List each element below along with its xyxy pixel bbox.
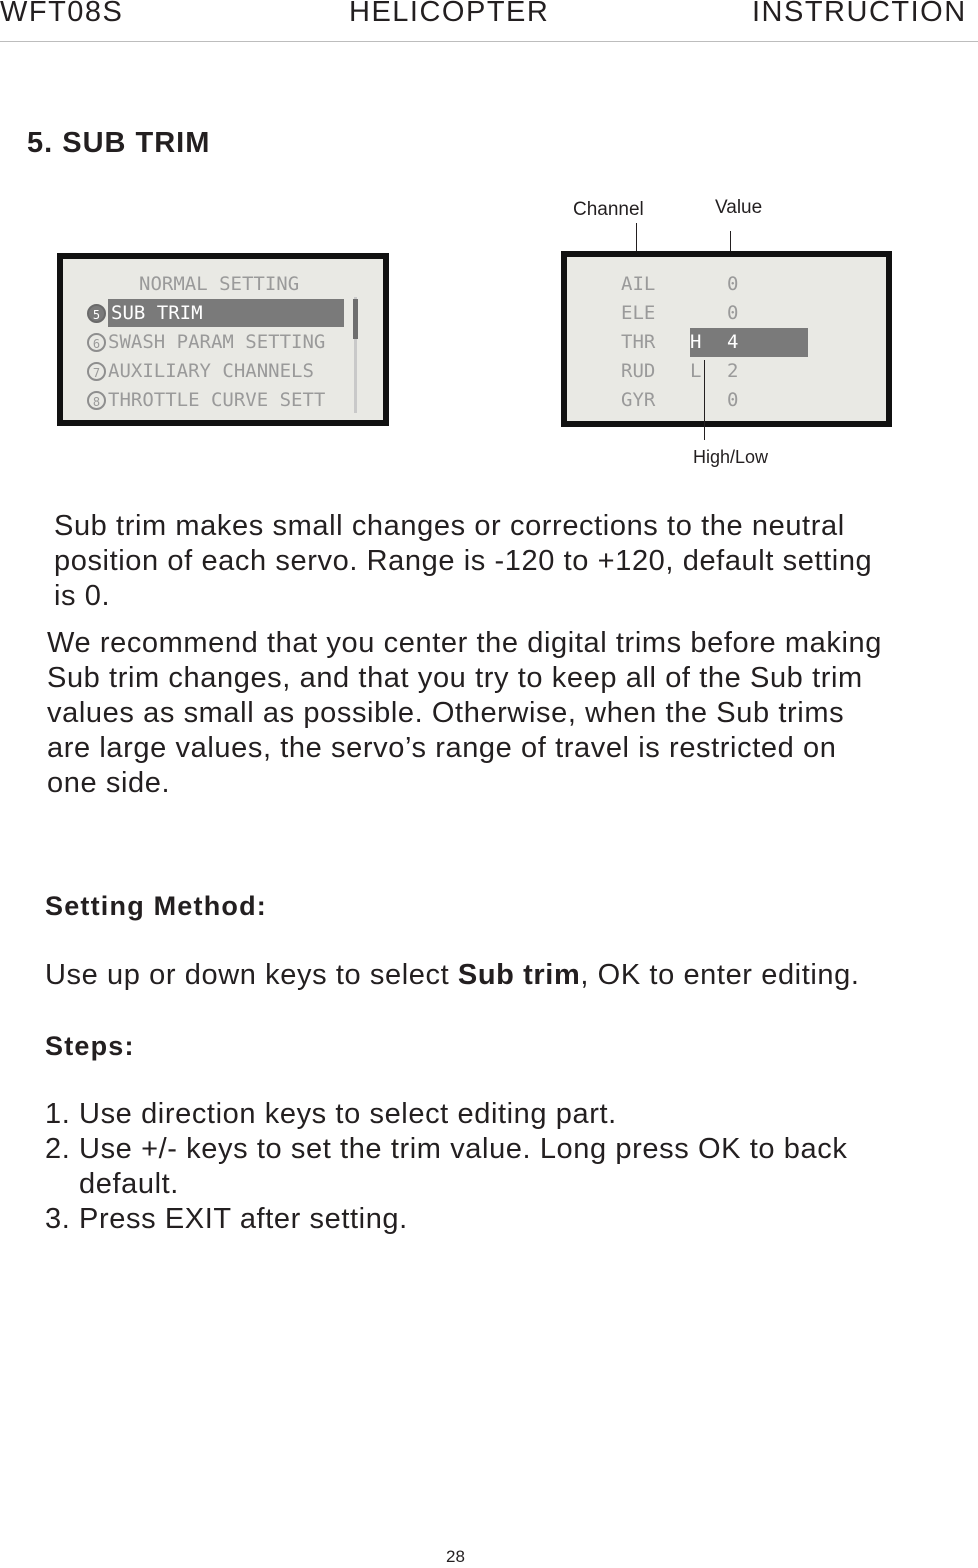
trim-row-selected: THR H 4	[621, 331, 739, 353]
header-rule	[0, 41, 978, 42]
menu-lcd-screen	[57, 253, 389, 426]
trim-row: ELE 0	[621, 302, 739, 324]
setting-method-text: Use up or down keys to select Sub trim, OK to enter editing.	[45, 959, 860, 991]
callout-value-label: Value	[715, 197, 763, 218]
menu-item-throttle-curve: 8 THROTTLE CURVE SETT	[87, 386, 349, 414]
step-item-continued: default.	[79, 1168, 179, 1200]
steps-heading: Steps:	[45, 1031, 135, 1061]
menu-title: NORMAL SETTING	[139, 273, 300, 295]
callout-high-low-label: High/Low	[693, 447, 769, 467]
trim-lcd-screen	[561, 251, 892, 427]
page-number: 28	[446, 1547, 465, 1566]
recommend-line: are large values, the servo’s range of travel is restricted on	[47, 732, 837, 764]
recommend-line: We recommend that you center the digital trims before making	[47, 627, 882, 659]
menu-item-auxiliary-channels: 7 AUXILIARY CHANNELS	[87, 357, 314, 385]
trim-row: RUD L 2	[621, 360, 739, 382]
menu-scrollbar-thumb	[353, 299, 358, 339]
header-category: HELICOPTER	[349, 0, 550, 28]
recommend-line: one side.	[47, 767, 171, 799]
menu-item-swash-param: 6 SWASH PARAM SETTING	[87, 328, 349, 356]
intro-line: position of each servo. Range is -120 to +120, default setting	[54, 545, 873, 577]
setting-method-heading: Setting Method:	[45, 891, 267, 921]
recommend-line: Sub trim changes, and that you try to keep all of the Sub trim	[47, 662, 863, 694]
header-model: WFT08S	[0, 0, 124, 28]
step-item: 3. Press EXIT after setting.	[45, 1203, 408, 1235]
trim-row: GYR 0	[621, 389, 739, 411]
sub-trim-emphasis: Sub trim	[457, 959, 581, 991]
intro-paragraph	[54, 509, 872, 614]
menu-item-sub-trim: 5 SUB TRIM	[87, 299, 344, 327]
section-title: 5. SUB TRIM	[27, 127, 211, 159]
header-doc-type: INSTRUCTION	[752, 0, 967, 28]
intro-line: is 0.	[54, 580, 111, 612]
intro-line: Sub trim makes small changes or corrections to the neutral	[54, 510, 845, 542]
callout-high-low-line	[704, 360, 705, 440]
step-item: 1. Use direction keys to select editing part.	[45, 1098, 617, 1130]
callout-channel-label: Channel	[573, 199, 644, 220]
recommend-paragraph	[47, 626, 882, 801]
steps-list	[45, 1097, 847, 1237]
step-item: 2. Use +/- keys to set the trim value. Long press OK to back	[45, 1133, 848, 1165]
recommend-line: values as small as possible. Otherwise, when the Sub trims	[47, 697, 845, 729]
trim-row: AIL 0	[621, 273, 739, 295]
